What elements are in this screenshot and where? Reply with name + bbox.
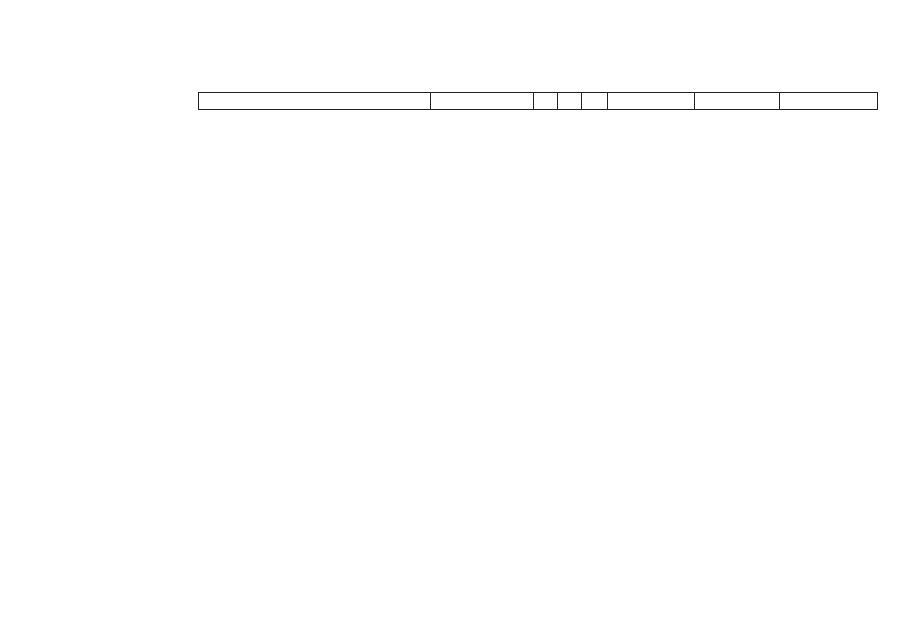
header-name <box>199 93 431 110</box>
header-pr <box>558 93 582 110</box>
header-2019 <box>780 93 878 110</box>
header-2017 <box>608 93 695 110</box>
header-rz <box>534 93 558 110</box>
table-header <box>198 92 878 110</box>
header-vr <box>582 93 608 110</box>
header-2018 <box>695 93 780 110</box>
header-csr <box>431 93 534 110</box>
